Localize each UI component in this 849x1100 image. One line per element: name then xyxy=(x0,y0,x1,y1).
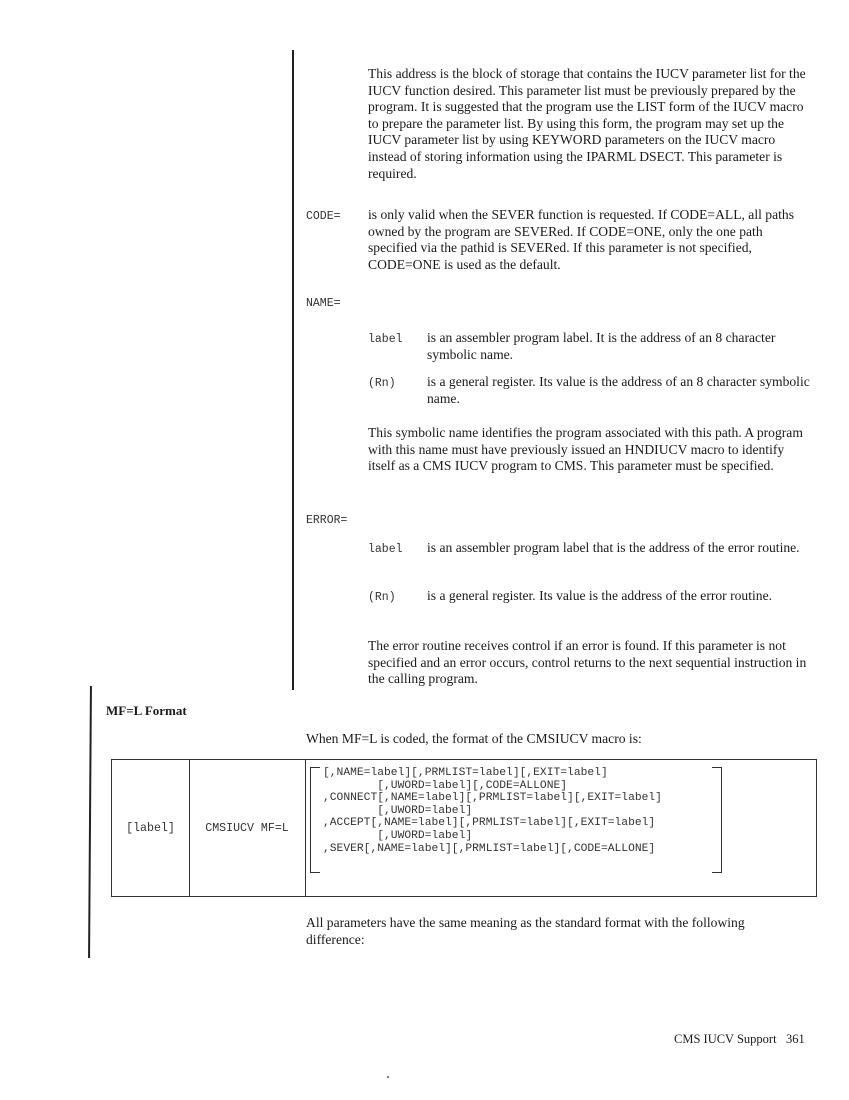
syntax-block xyxy=(323,767,662,855)
name-keyword: NAME= xyxy=(306,297,341,310)
syntax-line: [,UWORD=label] xyxy=(323,829,473,842)
closing-paragraph: All parameters have the same meaning as the standard format with the following difference: xyxy=(306,915,745,947)
code-keyword: CODE= xyxy=(306,210,341,223)
syntax-line: [,NAME=label][,PRMLIST=label][,EXIT=label] xyxy=(323,767,608,779)
revision-bar xyxy=(88,686,91,958)
section-heading: MF=L Format xyxy=(106,703,187,718)
op-cell xyxy=(189,760,306,896)
error-label-term: label xyxy=(368,543,403,556)
syntax-line: ,ACCEPT[,NAME=label][,PRMLIST=label][,EXIT=label] xyxy=(323,817,656,830)
name-note: This symbolic name identifies the program associated with this path. A program with this name must have previously issued an HNDIUCV macro to identify itself as a CMS IUCV program to CMS. This parameter must be specified. xyxy=(368,425,803,474)
name-label-description: is an assembler program label. It is the address of an 8 character symbolic name. xyxy=(427,330,776,362)
right-bracket xyxy=(712,767,722,873)
name-register-term: (Rn) xyxy=(368,377,396,390)
prmlist-description: This address is the block of storage that contains the IUCV parameter list for the IUCV function desired. This parameter list must be previously prepared by the program. It is suggested that the program use the LIST form of the IUCV macro to prepare the parameter list. By using this form, the program may set up the IUCV parameter list by using KEYWORD parameters on the IUCV macro instead of storing information using the IPARML DSECT. This parameter is required. xyxy=(368,66,806,181)
error-note: The error routine receives control if an error is found. If this parameter is not specified and an error occurs, control returns to the next sequential instruction in the calling program. xyxy=(368,638,807,687)
label-cell xyxy=(112,760,190,896)
syntax-line: [,UWORD=label][,CODE=ALLONE] xyxy=(323,779,568,792)
page-number: 361 xyxy=(786,1032,805,1046)
footer-section-title: CMS IUCV Support xyxy=(674,1032,777,1046)
left-bracket xyxy=(310,767,320,873)
speck xyxy=(387,1076,389,1078)
error-register-term: (Rn) xyxy=(368,591,396,604)
revision-bar xyxy=(292,50,294,690)
error-label-description: is an assembler program label that is the address of the error routine. xyxy=(427,540,800,555)
error-keyword: ERROR= xyxy=(306,514,348,527)
mfl-intro: When MF=L is coded, the format of the CMSIUCV macro is: xyxy=(306,731,642,746)
label-cell-text: [label] xyxy=(126,821,175,835)
op-cell-text: CMSIUCV MF=L xyxy=(205,821,289,835)
syntax-line: [,UWORD=label] xyxy=(323,804,473,817)
name-label-term: label xyxy=(368,333,403,346)
code-description: is only valid when the SEVER function is requested. If CODE=ALL, all paths owned by the program are SEVERed. If CODE=ONE, only the one path specified via the pathid is SEVERed. If this parameter is not specified, CODE=ONE is used as the default. xyxy=(368,207,794,272)
name-register-description: is a general register. Its value is the address of an 8 character symbolic name. xyxy=(427,374,810,406)
format-table xyxy=(111,759,817,897)
syntax-line: ,CONNECT[,NAME=label][,PRMLIST=label][,EXIT=label] xyxy=(323,792,662,805)
error-register-description: is a general register. Its value is the address of the error routine. xyxy=(427,588,773,603)
syntax-line: ,SEVER[,NAME=label][,PRMLIST=label][,CODE=ALLONE] xyxy=(323,842,656,855)
